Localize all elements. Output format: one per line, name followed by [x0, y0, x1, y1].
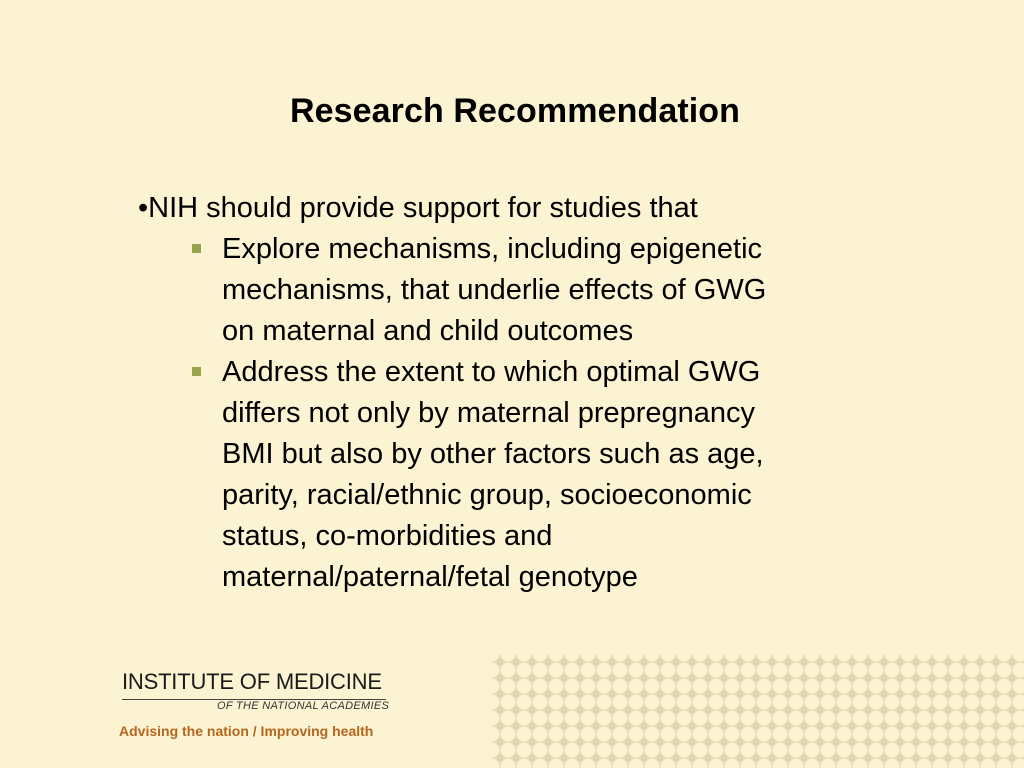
sub-bullet-list [190, 229, 890, 598]
sub-bullet-line: Address the extent to which optimal GWG [222, 356, 761, 388]
square-bullet-icon [192, 244, 201, 253]
sub-bullet-line: status, co-morbidities and [222, 520, 553, 552]
sub-bullet-line: differs not only by maternal prepregnancy [222, 397, 756, 429]
sub-bullet-line: parity, racial/ethnic group, socioeconomic [222, 479, 752, 511]
logo-subtitle: OF THE NATIONAL ACADEMIES [217, 700, 390, 712]
sub-bullet-item [190, 352, 890, 598]
decorative-pattern [492, 654, 1024, 768]
sub-bullet-line: on maternal and child outcomes [222, 315, 634, 347]
logo-tagline: Advising the nation / Improving health [119, 723, 374, 739]
sub-bullet-line: Explore mechanisms, including epigenetic [222, 233, 763, 265]
sub-bullet-item [190, 229, 890, 352]
sub-bullet-line: maternal/paternal/fetal genotype [222, 561, 638, 593]
logo-main-text: INSTITUTE OF MEDICINE [122, 669, 382, 694]
main-bullet: •NIH should provide support for studies that [138, 192, 698, 224]
slide-title: Research Recommendation [289, 92, 741, 130]
sub-bullet-line: mechanisms, that underlie effects of GWG [222, 274, 767, 306]
square-bullet-icon [192, 367, 201, 376]
institute-logo [119, 669, 390, 739]
sub-bullet-line: BMI but also by other factors such as age, [222, 438, 764, 470]
